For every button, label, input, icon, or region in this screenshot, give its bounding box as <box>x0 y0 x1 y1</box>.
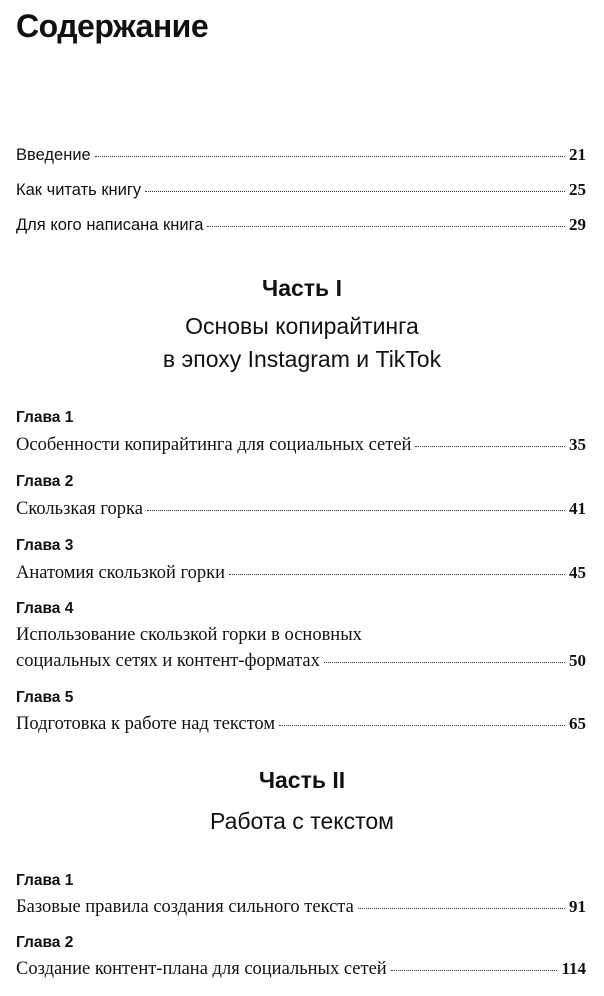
dot-leader <box>95 156 565 157</box>
chapter-label: Глава 4 <box>16 600 74 617</box>
toc-entry-part2-chapter2[interactable] <box>16 956 586 982</box>
toc-entry-label: Введение <box>16 146 91 164</box>
toc-entry-label: Как читать книгу <box>16 181 142 199</box>
toc-entry-page: 65 <box>569 714 586 733</box>
part-1-title-line-2: в эпоху Instagram и TikTok <box>162 346 442 372</box>
toc-entry-label: Скользкая горка <box>16 499 143 519</box>
toc-entry-label: Подготовка к работе над текстом <box>16 714 276 734</box>
toc-entry-page: 35 <box>569 435 586 454</box>
toc-entry-label: Анатомия скользкой горки <box>16 563 226 583</box>
toc-entry-page: 45 <box>569 563 586 582</box>
toc-entry-part1-chapter1[interactable] <box>16 432 586 458</box>
part-1-label: Часть I <box>262 275 342 301</box>
toc-entry-page: 21 <box>569 145 586 164</box>
page-title: Содержание <box>16 8 209 44</box>
part-2-label: Часть II <box>258 767 346 793</box>
toc-entry-part2-chapter1[interactable] <box>16 894 586 920</box>
dot-leader <box>358 908 565 909</box>
toc-entry-page: 29 <box>569 215 586 234</box>
dot-leader <box>207 226 565 227</box>
toc-entry-part1-chapter3[interactable] <box>16 560 586 586</box>
part-1-title-line-1: Основы копирайтинга <box>185 313 419 339</box>
dot-leader <box>229 574 565 575</box>
dot-leader <box>391 970 558 971</box>
toc-entry-part1-chapter2[interactable] <box>16 496 586 522</box>
toc-entry-page: 41 <box>569 499 586 518</box>
toc-entry-part1-chapter4[interactable] <box>16 648 586 674</box>
toc-entry-part1-chapter4-line1[interactable]: Использование скользкой горки в основных <box>16 625 362 645</box>
chapter-label: Глава 1 <box>16 409 74 426</box>
part-2-title-line-1: Работа с текстом <box>210 808 394 834</box>
dot-leader <box>145 191 565 192</box>
toc-entry-label: социальных сетях и контент-форматах <box>16 651 320 671</box>
chapter-label: Глава 2 <box>16 473 74 490</box>
toc-entry-audience[interactable] <box>16 212 586 238</box>
chapter-label: Глава 5 <box>16 689 74 706</box>
toc-entry-label: Особенности копирайтинга для социальных сетей <box>16 435 412 455</box>
chapter-label: Глава 2 <box>16 934 74 951</box>
toc-entry-page: 50 <box>569 651 586 670</box>
toc-entry-label: Для кого написана книга <box>16 216 204 234</box>
toc-entry-part1-chapter5[interactable] <box>16 711 586 737</box>
toc-entry-page: 91 <box>569 897 586 916</box>
toc-entry-page: 25 <box>569 180 586 199</box>
toc-entry-how-to-read[interactable] <box>16 177 586 203</box>
dot-leader <box>147 510 565 511</box>
chapter-label: Глава 1 <box>16 872 74 889</box>
dot-leader <box>324 662 565 663</box>
toc-entry-introduction[interactable] <box>16 142 586 168</box>
toc-entry-page: 114 <box>561 959 586 978</box>
dot-leader <box>279 725 565 726</box>
toc-entry-label: Создание контент-плана для социальных сетей <box>16 959 387 979</box>
dot-leader <box>415 446 565 447</box>
toc-entry-label: Базовые правила создания сильного текста <box>16 897 354 917</box>
chapter-label: Глава 3 <box>16 537 74 554</box>
